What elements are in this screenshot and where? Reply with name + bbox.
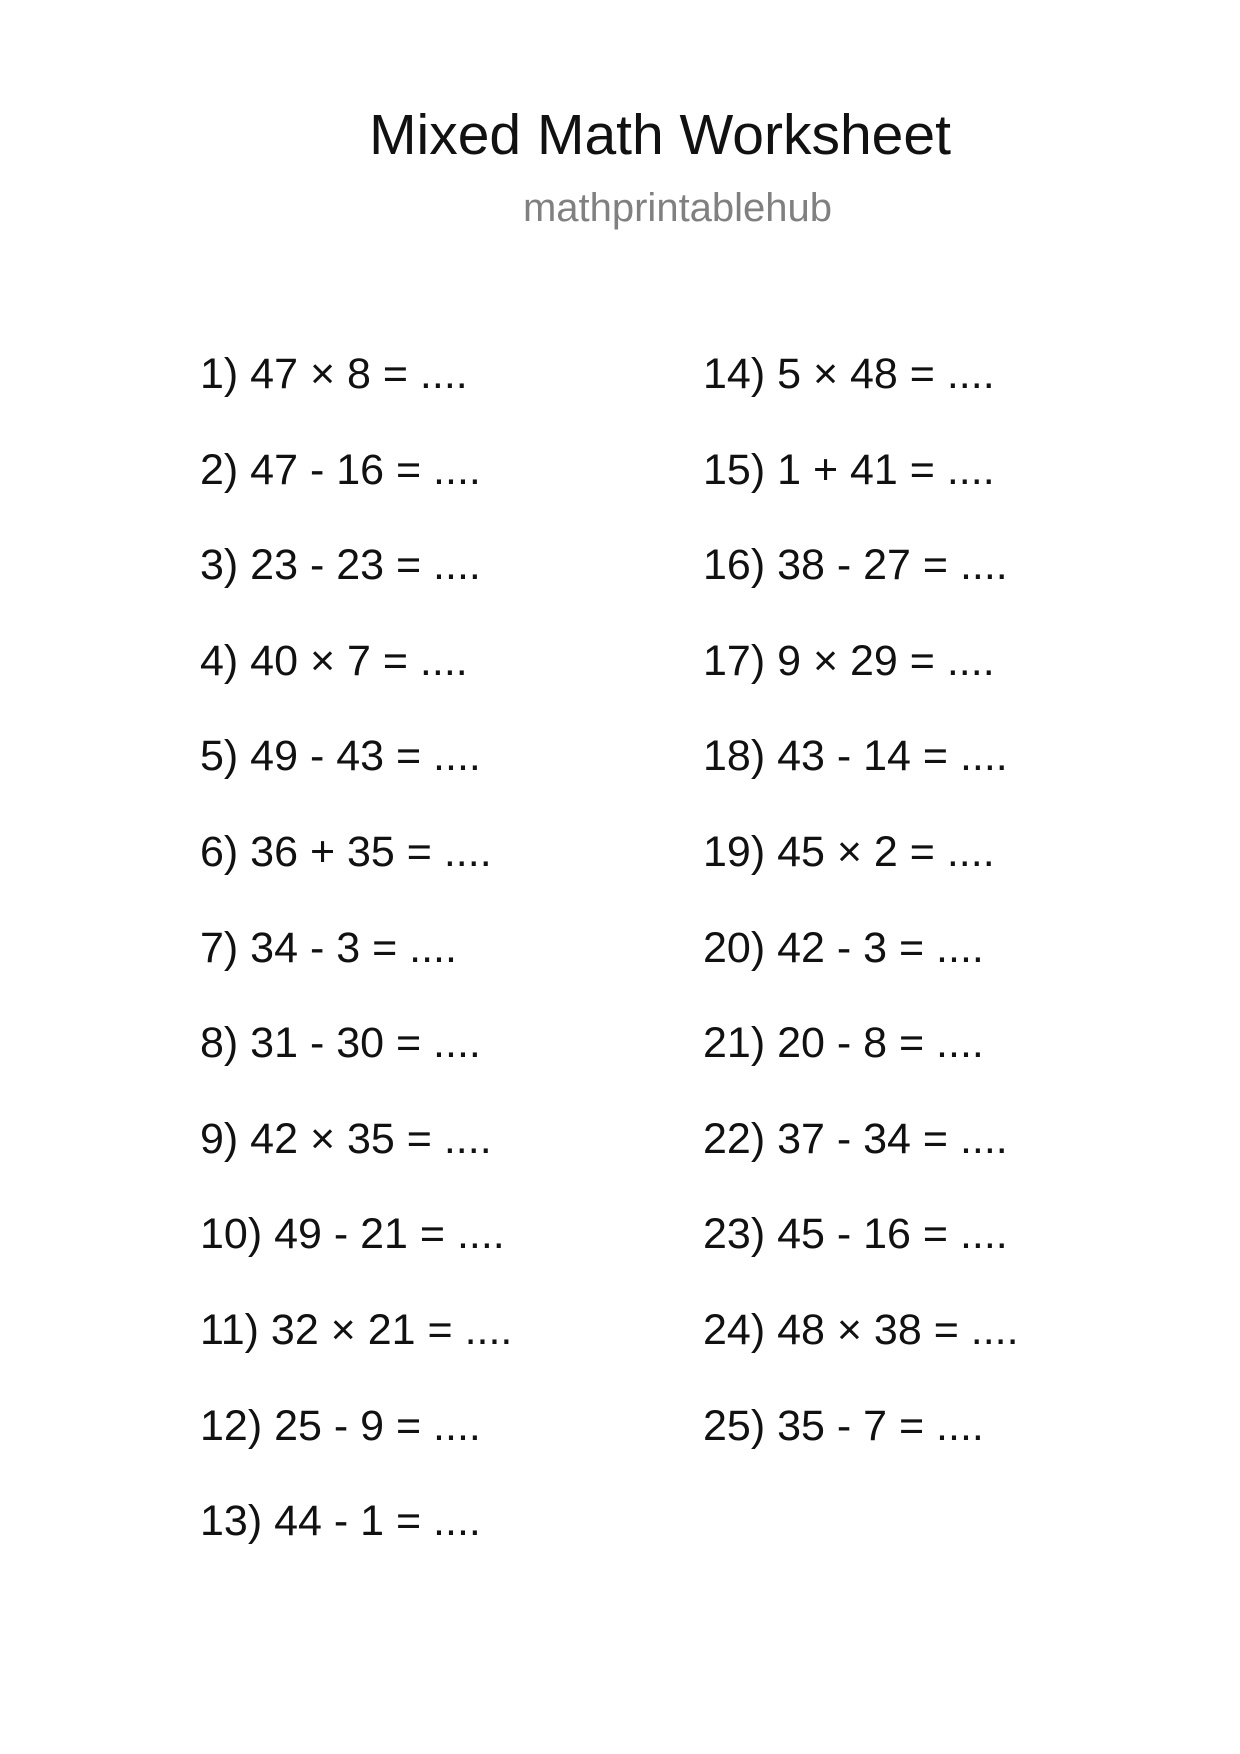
problem-item: 8) 31 - 30 = .... [200,1019,481,1068]
problem-item: 11) 32 × 21 = .... [200,1305,513,1354]
problem-item: 5) 49 - 43 = .... [200,732,481,781]
worksheet-title: Mixed Math Worksheet [369,103,951,167]
problem-item: 18) 43 - 14 = .... [703,732,1008,781]
worksheet-subtitle: mathprintablehub [522,186,833,230]
problem-item: 9) 42 × 35 = .... [200,1114,492,1163]
problem-column-left [200,348,512,1591]
problem-item: 15) 1 + 41 = .... [703,445,995,494]
problem-item: 6) 36 + 35 = .... [200,827,492,876]
problem-item: 16) 38 - 27 = .... [703,541,1008,590]
problem-item: 3) 23 - 23 = .... [200,541,481,590]
problem-item: 13) 44 - 1 = .... [200,1497,481,1546]
problem-item: 17) 9 × 29 = .... [703,636,995,685]
problem-item: 21) 20 - 8 = .... [703,1019,984,1068]
problem-item: 19) 45 × 2 = .... [703,827,995,876]
problem-item: 7) 34 - 3 = .... [200,923,457,972]
problem-item: 12) 25 - 9 = .... [200,1401,481,1450]
problem-item: 1) 47 × 8 = .... [200,350,468,398]
problem-item: 25) 35 - 7 = .... [703,1401,984,1450]
problem-item: 14) 5 × 48 = .... [703,350,995,398]
problem-item: 2) 47 - 16 = .... [200,445,481,494]
problem-column-right [703,348,1019,1495]
problem-item: 23) 45 - 16 = .... [703,1210,1008,1259]
problem-item: 22) 37 - 34 = .... [703,1114,1008,1163]
problem-item: 20) 42 - 3 = .... [703,923,984,972]
problem-item: 10) 49 - 21 = .... [200,1210,505,1259]
problem-item: 24) 48 × 38 = .... [703,1305,1019,1354]
problem-item: 4) 40 × 7 = .... [200,636,468,685]
